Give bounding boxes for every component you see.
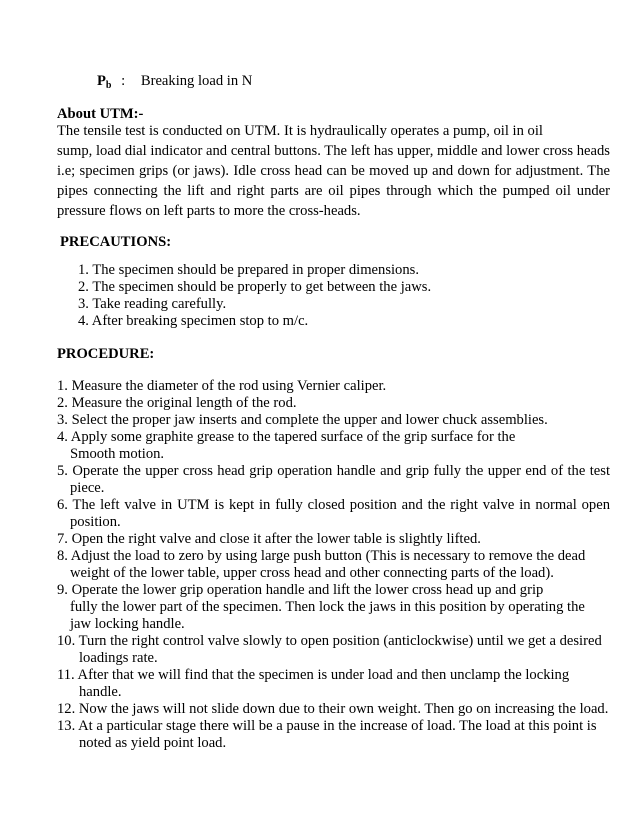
pb-definition (97, 73, 252, 94)
about-line: i.e; specimen grips (or jaws). Idle cross head can be moved up and down for adjustment. The (57, 163, 610, 179)
about-line: pipes connecting the lift and right parts are oil pipes through which the pumped oil under (57, 183, 610, 199)
procedure-line: 12. Now the jaws will not slide down due to their own weight. Then go on increasing the load. (57, 701, 609, 717)
procedure-line: 5. Operate the upper cross head grip operation handle and grip fully the upper end of the test (57, 463, 610, 479)
about-line: sump, load dial indicator and central buttons. The left has upper, middle and lower cross heads (57, 143, 610, 159)
procedure-line: 10. Turn the right control valve slowly to open position (anticlockwise) until we get a desired (57, 633, 602, 649)
procedure-line: loadings rate. (79, 650, 158, 666)
pb-definition-text: Breaking load in N (140, 73, 253, 89)
procedure-heading: PROCEDURE: (57, 346, 155, 362)
about-line: pressure flows on left parts to more the cross-heads. (57, 203, 361, 219)
procedure-line: piece. (70, 480, 105, 496)
procedure-line: weight of the lower table, upper cross head and other connecting parts of the load). (70, 565, 554, 581)
procedure-line: fully the lower part of the specimen. Then lock the jaws in this position by operating the (70, 599, 585, 615)
procedure-line: jaw locking handle. (70, 616, 185, 632)
procedure-line: 4. Apply some graphite grease to the tapered surface of the grip surface for the (57, 429, 516, 445)
precaution-item: 4. After breaking specimen stop to m/c. (78, 313, 309, 329)
about-line: The tensile test is conducted on UTM. It is hydraulically operates a pump, oil in oil (57, 123, 543, 139)
procedure-line: 9. Operate the lower grip operation handle and lift the lower cross head up and grip (57, 582, 544, 598)
procedure-line: Smooth motion. (70, 446, 165, 462)
procedure-line: 13. At a particular stage there will be a pause in the increase of load. The load at this point is (57, 718, 597, 734)
procedure-line: 2. Measure the original length of the rod. (57, 395, 297, 411)
procedure-line: 11. After that we will find that the specimen is under load and then unclamp the locking (57, 667, 570, 683)
procedure-line: handle. (79, 684, 122, 700)
procedure-line: 1. Measure the diameter of the rod using Vernier caliper. (57, 378, 387, 394)
precautions-heading: PRECAUTIONS: (60, 234, 172, 250)
pb-subscript: b (105, 80, 112, 91)
procedure-line: 7. Open the right valve and close it after the lower table is slightly lifted. (57, 531, 481, 547)
precaution-item: 1. The specimen should be prepared in proper dimensions. (78, 262, 419, 278)
about-heading: About UTM:- (57, 106, 144, 122)
pb-separator: : (121, 73, 126, 89)
procedure-line: 8. Adjust the load to zero by using large push button (This is necessary to remove the dead (57, 548, 586, 564)
precaution-item: 3. Take reading carefully. (78, 296, 227, 312)
procedure-line: 6. The left valve in UTM is kept in fully closed position and the right valve in normal open (57, 497, 610, 513)
procedure-line: noted as yield point load. (79, 735, 227, 751)
procedure-line: position. (70, 514, 121, 530)
procedure-line: 3. Select the proper jaw inserts and complete the upper and lower chuck assemblies. (57, 412, 548, 428)
precaution-item: 2. The specimen should be properly to get between the jaws. (78, 279, 432, 295)
pb-symbol: P (97, 73, 106, 89)
